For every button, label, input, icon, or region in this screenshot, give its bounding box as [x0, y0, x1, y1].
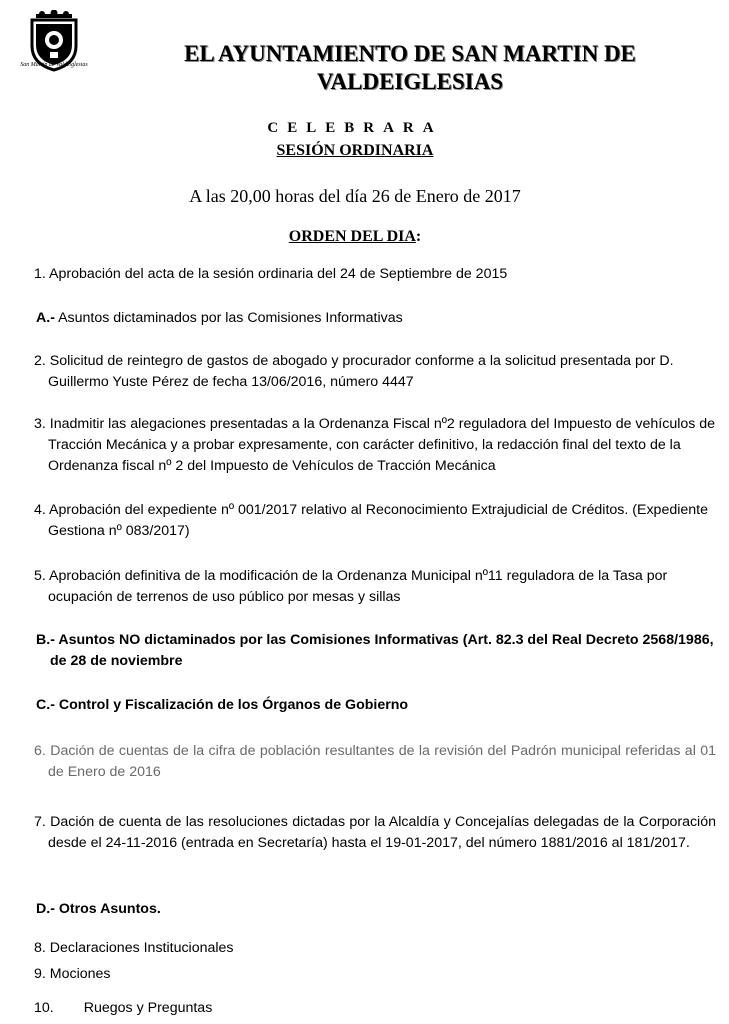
- agenda-item-1: 1. Aprobación del acta de la sesión ordinaria del 24 de Septiembre de 2015: [34, 266, 508, 282]
- session-datetime: A las 20,00 horas del día 26 de Enero de 2017: [189, 186, 521, 206]
- municipal-crest-icon: [22, 10, 86, 80]
- agenda-item-6: 6. Dación de cuentas de la cifra de población resultantes de la revisión del Padrón municipal referidas al 01 de Enero de 2016: [34, 743, 716, 780]
- agenda-heading: [110, 228, 600, 246]
- agenda-item-10-text: Ruegos y Preguntas: [83, 1000, 213, 1016]
- session-type: SESIÓN ORDINARIA: [276, 142, 434, 159]
- agenda-item-9: 9. Mociones: [34, 966, 111, 982]
- section-c: C.- Control y Fiscalización de los Órganos de Gobierno: [36, 697, 409, 713]
- agenda-item-4: 4. Aprobación del expediente nº 001/2017 relativo al Reconocimiento Extrajudicial de Créditos. (Expediente Gestiona nº 083/2017): [34, 502, 708, 539]
- section-d: D.- Otros Asuntos.: [36, 901, 161, 917]
- agenda-item-8: 8. Declaraciones Institucionales: [34, 940, 234, 956]
- section-a: [36, 308, 704, 329]
- agenda-item-10: [34, 998, 702, 1019]
- agenda-item-10-number: 10.: [34, 1000, 54, 1016]
- section-a-prefix: A.-: [36, 310, 55, 326]
- agenda-item-2: 2. Solicitud de reintegro de gastos de abogado y procurador conforme a la solicitud presentada por D. Guillermo Yuste Pérez de fecha 13/06/2016, número 4447: [34, 353, 674, 390]
- agenda-item-7: 7. Dación de cuenta de las resoluciones dictadas por la Alcaldía y Concejalías delegadas de la Corporación desde el 24-11-2016 (entrada en Secretaría) hasta el 19-01-2017, del número 1881/2016 al 181/2017.: [34, 814, 716, 851]
- agenda-heading-colon: :: [415, 228, 422, 245]
- section-b: B.- Asuntos NO dictaminados por las Comisiones Informativas (Art. 82.3 del Real Decreto 2568/1986, de 28 de noviembre: [36, 632, 714, 669]
- agenda-heading-text: ORDEN DEL DIA: [288, 228, 416, 245]
- crest-caption: San Martín de Valdeiglesias: [20, 62, 88, 68]
- page-title: EL AYUNTAMIENTO DE SAN MARTIN DE VALDEIGLESIAS: [184, 41, 636, 94]
- celebra-heading: CELEBRARA: [267, 120, 443, 136]
- agenda-item-3: 3. Inadmitir las alegaciones presentadas a la Ordenanza Fiscal nº2 reguladora del Impuesto de vehículos de Tracción Mecánica y a probar expresamente, con carácter definitivo, la redacción final del texto de la Ordenanza fiscal nº 2 del Impuesto de Vehículos de Tracción Mecánica: [34, 416, 716, 474]
- section-a-text: Asuntos dictaminados por las Comisiones Informativas: [54, 310, 403, 326]
- agenda-item-5: 5. Aprobación definitiva de la modificación de la Ordenanza Municipal nº11 reguladora de la Tasa por ocupación de terrenos de uso público por mesas y sillas: [34, 568, 668, 605]
